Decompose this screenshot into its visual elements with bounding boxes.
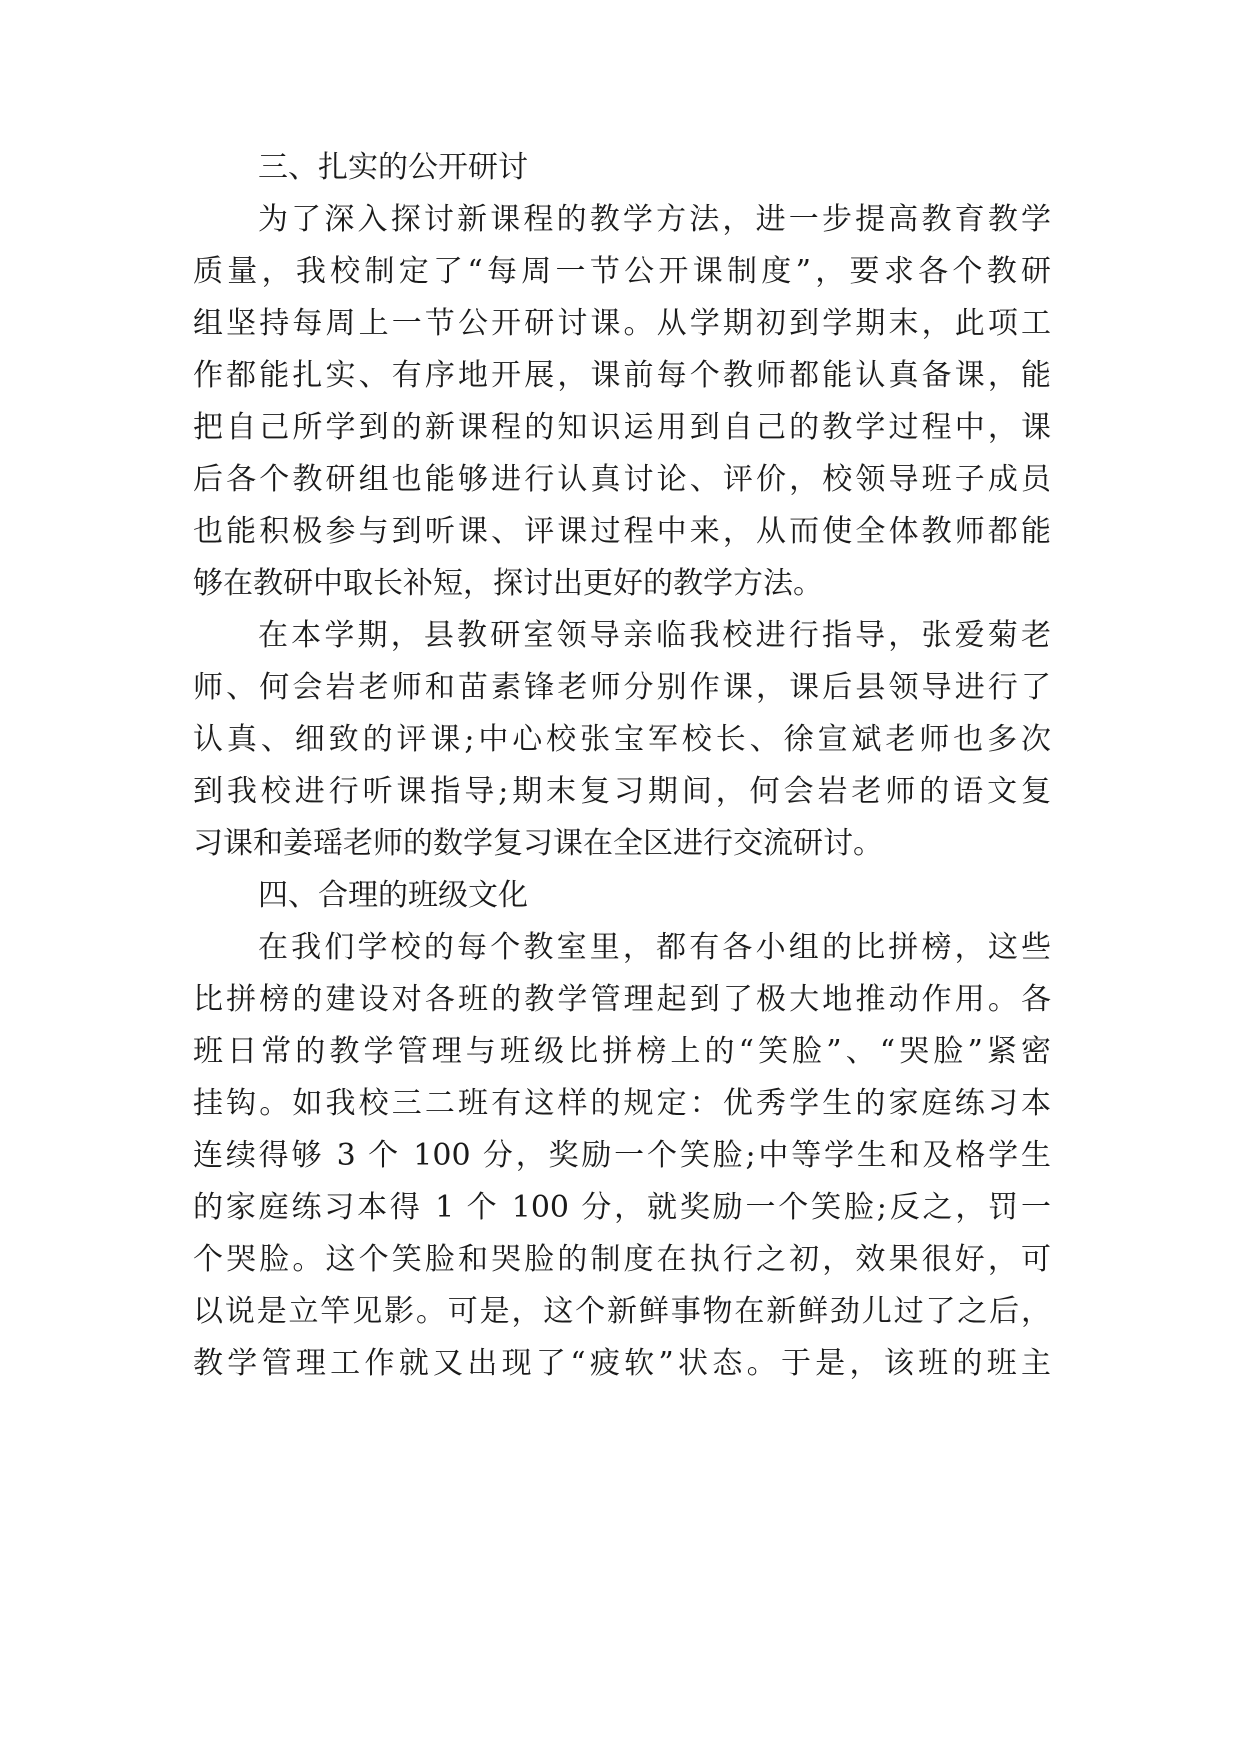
paragraph-line: 以说是立竿见影。可是，这个新鲜事物在新鲜劲儿过了之后， — [193, 1294, 1051, 1329]
paragraph-line: 也能积极参与到听课、评课过程中来，从而使全体教师都能 — [193, 514, 1051, 549]
paragraph-line: 师、何会岩老师和苗素锋老师分别作课，课后县领导进行了 — [193, 670, 1051, 705]
paragraph-line: 班日常的教学管理与班级比拼榜上的“笑脸”、“哭脸”紧密 — [193, 1034, 1051, 1069]
paragraph-line: 把自己所学到的新课程的知识运用到自己的教学过程中，课 — [193, 410, 1051, 445]
paragraph-line: 到我校进行听课指导;期末复习期间，何会岩老师的语文复 — [193, 774, 1051, 809]
paragraph-line: 为了深入探讨新课程的教学方法，进一步提高教育教学 — [258, 202, 1051, 237]
paragraph-line: 挂钩。如我校三二班有这样的规定：优秀学生的家庭练习本 — [193, 1086, 1051, 1121]
paragraph-line: 比拼榜的建设对各班的教学管理起到了极大地推动作用。各 — [193, 982, 1051, 1017]
paragraph-line: 在我们学校的每个教室里，都有各小组的比拼榜，这些 — [258, 930, 1051, 965]
paragraph-line: 连续得够 3 个 100 分，奖励一个笑脸;中等学生和及格学生 — [193, 1138, 1051, 1173]
paragraph-line: 在本学期，县教研室领导亲临我校进行指导，张爱菊老 — [258, 618, 1051, 653]
paragraph-line: 作都能扎实、有序地开展，课前每个教师都能认真备课，能 — [193, 358, 1051, 393]
paragraph-line: 质量，我校制定了“每周一节公开课制度”，要求各个教研 — [193, 254, 1051, 289]
section-heading-4: 四、合理的班级文化 — [258, 878, 528, 913]
paragraph-line: 的家庭练习本得 1 个 100 分，就奖励一个笑脸;反之，罚一 — [193, 1190, 1051, 1225]
section-heading-3: 三、扎实的公开研讨 — [258, 150, 528, 185]
paragraph-line: 后各个教研组也能够进行认真讨论、评价，校领导班子成员 — [193, 462, 1051, 497]
paragraph-line: 教学管理工作就又出现了“疲软”状态。于是，该班的班主 — [193, 1346, 1051, 1381]
paragraph-line: 个哭脸。这个笑脸和哭脸的制度在执行之初，效果很好，可 — [193, 1242, 1051, 1277]
paragraph-line: 够在教研中取长补短，探讨出更好的教学方法。 — [193, 566, 823, 601]
paragraph-line: 认真、细致的评课;中心校张宝军校长、徐宣斌老师也多次 — [193, 722, 1051, 757]
paragraph-line: 习课和姜瑶老师的数学复习课在全区进行交流研讨。 — [193, 826, 883, 861]
paragraph-line: 组坚持每周上一节公开研讨课。从学期初到学期末，此项工 — [193, 306, 1051, 341]
